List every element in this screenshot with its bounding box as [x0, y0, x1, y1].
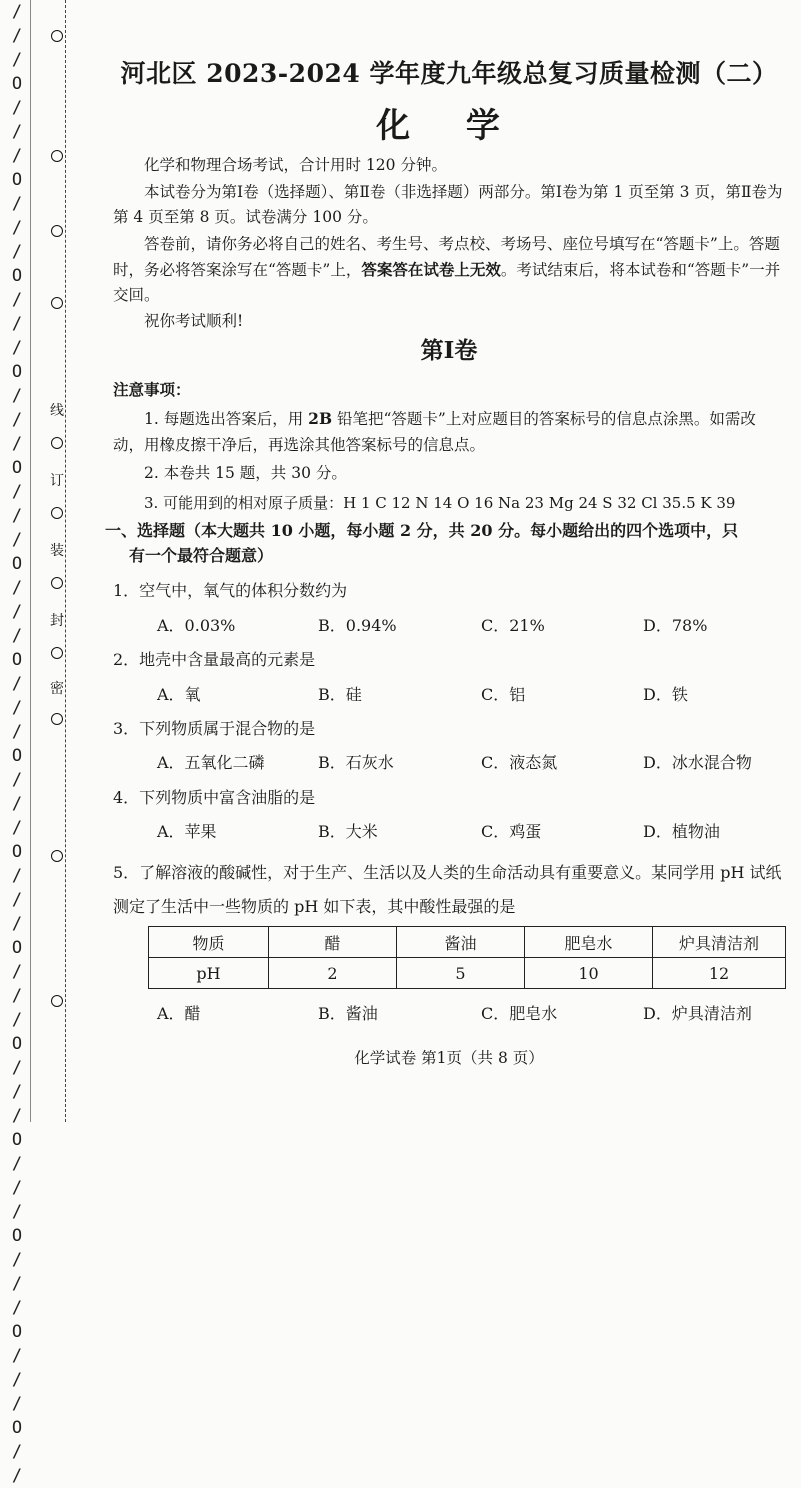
table-cell: 酱油 — [397, 927, 525, 958]
option-5b: B．酱油 — [318, 1004, 378, 1023]
note-2: 2. 本卷共 15 题，共 30 分。 — [144, 464, 347, 482]
note-1: 1. 每题选出答案后，用 2B 铅笔把“答题卡”上对应题目的答案标号的信息点涂黑。如需改动，用橡皮擦干净后，再选涂其他答案标号的信息点。 — [113, 409, 756, 454]
option-1a: A．0.03% — [157, 616, 236, 635]
table-row — [149, 958, 786, 989]
binding-label-order: 订 — [50, 473, 64, 489]
option-1b: B．0.94% — [318, 616, 397, 635]
binding-circle — [51, 150, 63, 162]
binding-label-secret: 密 — [50, 681, 64, 697]
table-cell: 2 — [269, 958, 397, 989]
section-heading-cont: 有一个最符合题意） — [129, 546, 274, 565]
binding-margin — [0, 0, 66, 1486]
subject-title: 化 学 — [376, 106, 522, 146]
binding-circle — [51, 297, 63, 309]
option-4a: A．苹果 — [157, 822, 217, 841]
binding-circle — [51, 30, 63, 42]
binding-label-seal: 封 — [50, 613, 64, 629]
intro-line-4: 祝你考试顺利! — [144, 312, 244, 330]
option-1c: C．21% — [481, 616, 545, 635]
table-cell: 肥皂水 — [525, 927, 653, 958]
section-heading: 一、选择题（本大题共 10 小题，每小题 2 分，共 20 分。每小题给出的四个选项中，只 — [105, 521, 739, 540]
table-row — [149, 927, 786, 958]
binding-label-bind: 装 — [50, 543, 64, 559]
question-2: 2．地壳中含量最高的元素是 — [113, 650, 316, 669]
binding-circle — [51, 225, 63, 237]
option-4b: B．大米 — [318, 822, 378, 841]
option-2d: D．铁 — [643, 685, 688, 704]
binding-circle — [51, 437, 63, 449]
binding-circle — [51, 507, 63, 519]
question-5: 5．了解溶液的酸碱性，对于生产、生活以及人类的生命活动具有重要意义。某同学用 pH 试纸测定了生活中一些物质的 pH 如下表，其中酸性最强的是 — [113, 863, 782, 916]
binding-circle — [51, 995, 63, 1007]
binding-circle — [51, 850, 63, 862]
question-4: 4．下列物质中富含油脂的是 — [113, 788, 316, 807]
option-5a: A．醋 — [157, 1004, 201, 1023]
intro-line-1: 化学和物理合场考试，合计用时 120 分钟。 — [144, 156, 447, 174]
option-4c: C．鸡蛋 — [481, 822, 542, 841]
option-3b: B．石灰水 — [318, 753, 394, 772]
table-cell: 5 — [397, 958, 525, 989]
question-1: 1．空气中，氧气的体积分数约为 — [113, 581, 348, 600]
binding-cut-line: / / / O / / / O / / / O / / / O / / / O / / / O / / / O / / / O / / / O / / / O / / / O / / / O / / / O / / / O / / / O / / — [11, 2, 23, 1486]
option-5c: C．肥皂水 — [481, 1004, 558, 1023]
question-3: 3．下列物质属于混合物的是 — [113, 719, 316, 738]
intro-line-3: 答卷前，请你务必将自己的姓名、考生号、考点校、考场号、座位号填写在“答题卡”上。答题时，务必将答案涂写在“答题卡”上，答案答在试卷上无效。考试结束后，将本试卷和“答题卡”一并交回。 — [113, 235, 781, 304]
notes-heading: 注意事项： — [113, 380, 191, 399]
ph-table — [148, 926, 786, 989]
exam-title: 河北区 2023-2024 学年度九年级总复习质量检测（二） — [120, 59, 778, 88]
option-2b: B．硅 — [318, 685, 362, 704]
binding-label-line: 线 — [50, 403, 64, 419]
binding-circle — [51, 647, 63, 659]
table-cell: 醋 — [269, 927, 397, 958]
volume-title: 第Ⅰ卷 — [420, 337, 478, 364]
binding-circle — [51, 577, 63, 589]
option-2c: C．铝 — [481, 685, 526, 704]
option-3d: D．冰水混合物 — [643, 753, 752, 772]
intro-line-2: 本试卷分为第Ⅰ卷（选择题）、第Ⅱ卷（非选择题）两部分。第Ⅰ卷为第 1 页至第 3 页，第Ⅱ卷为第 4 页至第 8 页。试卷满分 100 分。 — [113, 183, 783, 226]
option-3a: A．五氧化二磷 — [157, 753, 265, 772]
option-2a: A．氧 — [157, 685, 201, 704]
option-3c: C．液态氮 — [481, 753, 558, 772]
intro-warning: 答案答在试卷上无效 — [361, 260, 501, 279]
option-1d: D．78% — [643, 616, 708, 635]
table-cell: 物质 — [149, 927, 269, 958]
option-5d: D．炉具清洁剂 — [643, 1004, 752, 1023]
table-cell: 10 — [525, 958, 653, 989]
binding-circle — [51, 713, 63, 725]
table-cell: 12 — [653, 958, 786, 989]
table-cell: 炉具清洁剂 — [653, 927, 786, 958]
page-footer: 化学试卷 第1页（共 8 页） — [354, 1049, 544, 1067]
note-3: 3. 可能用到的相对原子质量：H 1 C 12 N 14 O 16 Na 23 Mg 24 S 32 Cl 35.5 K 39 — [144, 494, 736, 512]
option-4d: D．植物油 — [643, 822, 720, 841]
binding-rule — [30, 0, 31, 1122]
binding-labels — [48, 0, 66, 1122]
table-cell: pH — [149, 958, 269, 989]
